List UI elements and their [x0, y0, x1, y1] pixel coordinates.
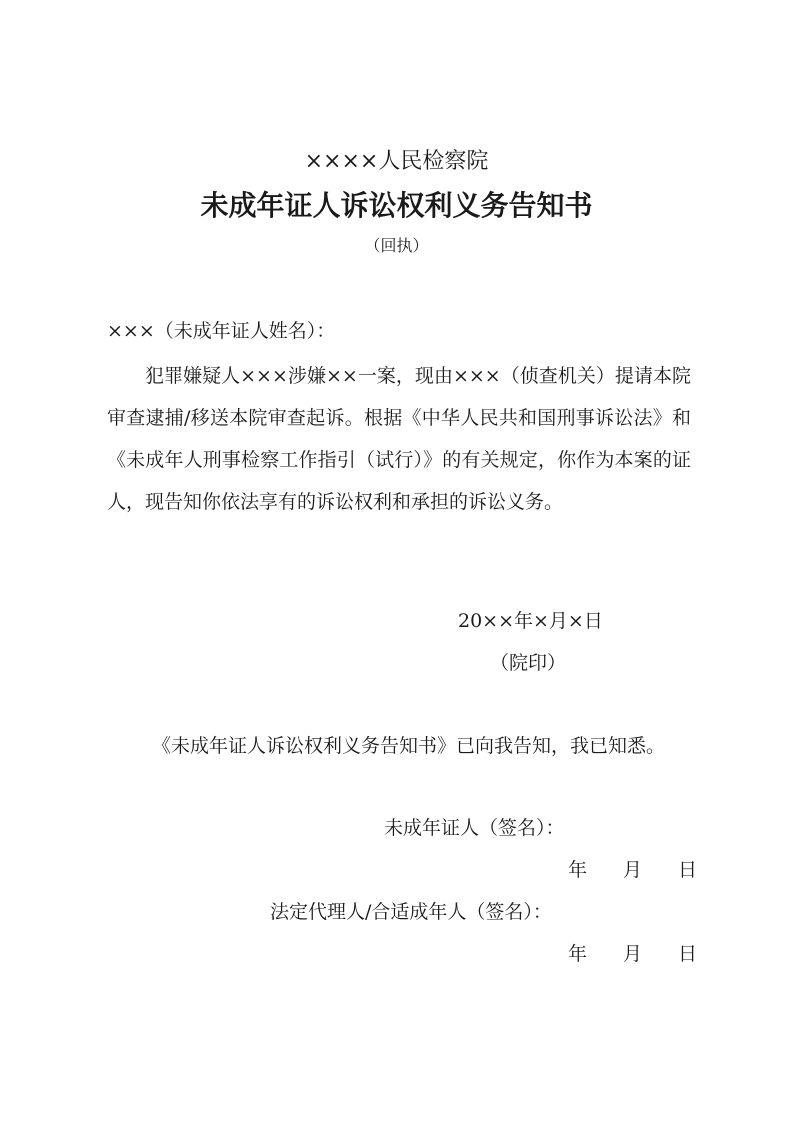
witness-signature-label: 未成年证人（签名）：	[384, 817, 565, 839]
date-month-label: 月	[623, 943, 643, 965]
guardian-signature-date	[568, 939, 697, 966]
date-year-label: 年	[568, 943, 588, 965]
date-day-label: 日	[678, 943, 698, 965]
acknowledgement-statement: 《未成年证人诉讼权利义务告知书》已向我告知，我已知悉。	[152, 735, 666, 757]
notice-paragraph: 犯罪嫌疑人×××涉嫌××一案，现由×××（侦查机关）提请本院审查逮捕/移送本院审查起诉。根据《中华人民共和国刑事诉讼法》和《未成年人刑事检察工作指引（试行）》的有关规定，你作为本案的证人，现告知你依法享有的诉讼权利和承担的诉讼义务。	[107, 365, 691, 513]
organization-name: ××××人民检察院	[304, 149, 489, 174]
document-title: 未成年证人诉讼权利义务告知书	[200, 189, 593, 222]
guardian-signature-label: 法定代理人/合适成年人（签名）：	[270, 901, 552, 923]
document-subtitle: （回执）	[364, 236, 429, 255]
issue-date: 20××年×月×日	[458, 610, 603, 632]
date-month-label: 月	[623, 859, 643, 881]
witness-signature-date	[568, 855, 697, 882]
seal-placeholder: （院印）	[490, 652, 567, 674]
date-year-label: 年	[568, 859, 588, 881]
date-day-label: 日	[678, 859, 698, 881]
addressee: ×××（未成年证人姓名）：	[107, 320, 336, 342]
